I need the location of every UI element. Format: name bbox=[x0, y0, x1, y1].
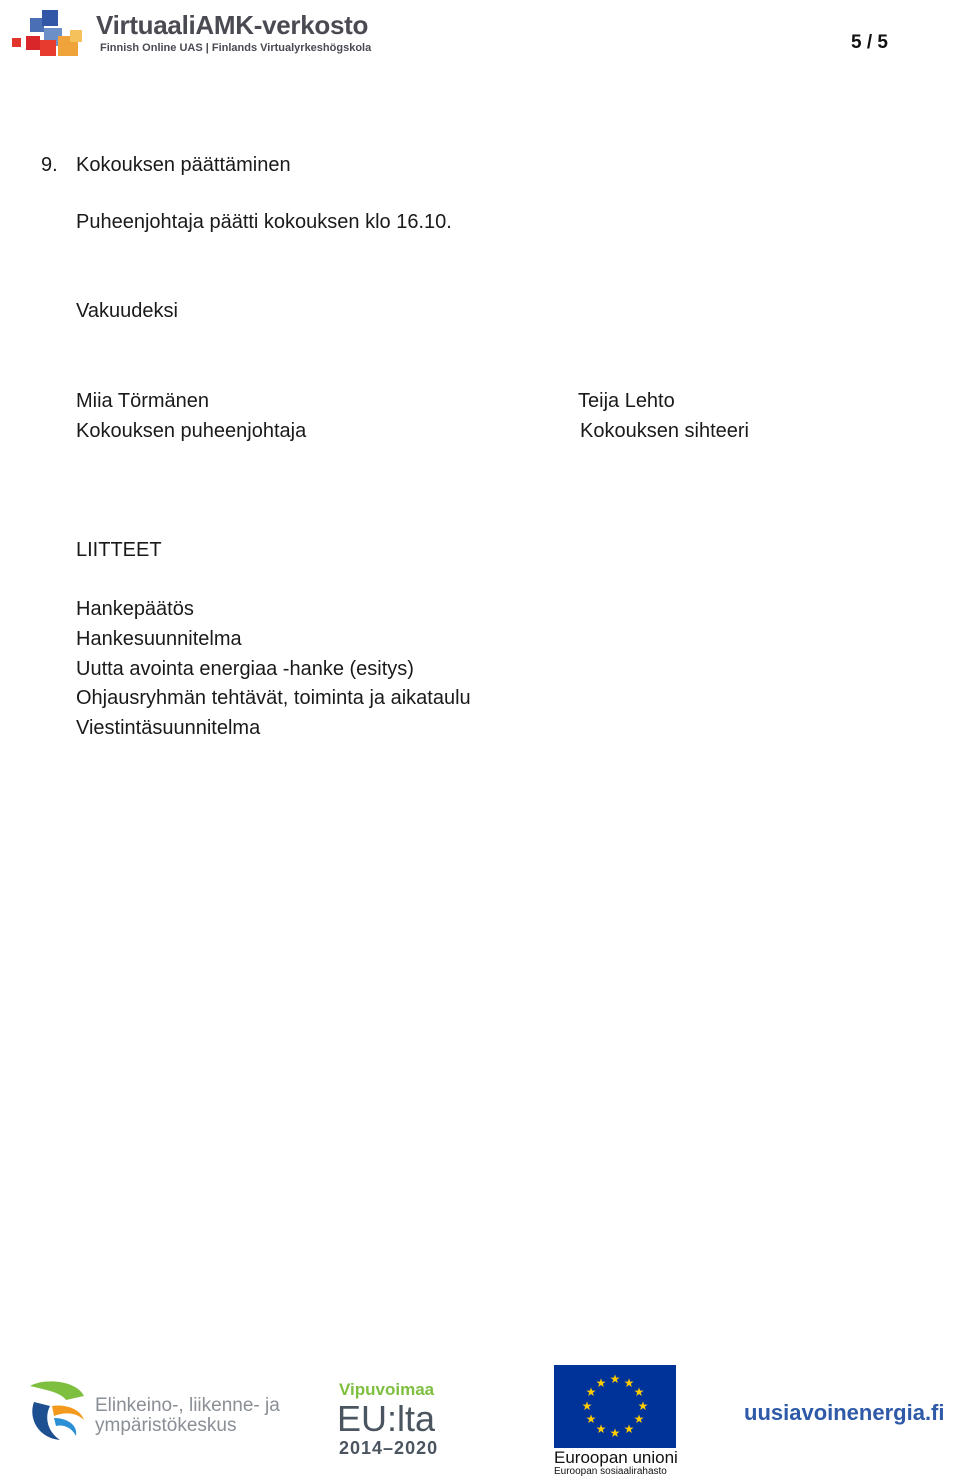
svg-text:★: ★ bbox=[633, 1412, 645, 1426]
attachment-item: Ohjausryhmän tehtävät, toiminta ja aikataulu bbox=[76, 687, 471, 709]
cubes-logo-icon bbox=[8, 6, 98, 66]
secretary-name: Teija Lehto bbox=[578, 390, 675, 412]
page-number: 5 / 5 bbox=[851, 32, 888, 53]
svg-text:★: ★ bbox=[585, 1412, 597, 1426]
project-website: uusiavoinenergia.fi bbox=[744, 1400, 945, 1425]
svg-text:★: ★ bbox=[609, 1426, 621, 1440]
svg-text:★: ★ bbox=[585, 1385, 597, 1399]
svg-text:★: ★ bbox=[595, 1422, 607, 1436]
section-number: 9. bbox=[41, 154, 58, 176]
svg-text:★: ★ bbox=[623, 1422, 635, 1436]
eu-fund-name: Euroopan sosiaalirahasto bbox=[554, 1466, 667, 1477]
attachments-heading: LIITTEET bbox=[76, 539, 162, 561]
secretary-role: Kokouksen sihteeri bbox=[580, 420, 749, 442]
eu-flag bbox=[554, 1365, 676, 1448]
svg-text:★: ★ bbox=[637, 1399, 649, 1413]
attachment-item: Uutta avointa energiaa -hanke (esitys) bbox=[76, 658, 414, 680]
chair-role: Kokouksen puheenjohtaja bbox=[76, 420, 307, 442]
ely-logo-text bbox=[95, 1396, 280, 1436]
eu-name: Euroopan unioni bbox=[554, 1448, 678, 1467]
chair-name: Miia Törmänen bbox=[76, 390, 210, 412]
svg-text:★: ★ bbox=[623, 1376, 635, 1390]
attachment-item: Viestintäsuunnitelma bbox=[76, 717, 261, 739]
ely-line-2: ympäristökeskus bbox=[95, 1415, 237, 1436]
svg-text:★: ★ bbox=[595, 1376, 607, 1390]
ely-logo-icon bbox=[24, 1378, 90, 1444]
eu-lta-label: EU:lta bbox=[337, 1398, 436, 1439]
section-text: Puheenjohtaja päätti kokouksen klo 16.10. bbox=[76, 211, 452, 233]
signature-intro: Vakuudeksi bbox=[76, 300, 178, 322]
ely-line-1: Elinkeino-, liikenne- ja bbox=[95, 1395, 280, 1416]
section-title: Kokouksen päättäminen bbox=[76, 154, 291, 176]
vipuvoimaa-label: Vipuvoimaa bbox=[339, 1380, 435, 1399]
attachment-item: Hankesuunnitelma bbox=[76, 628, 242, 650]
eu-stars-icon bbox=[554, 1365, 676, 1448]
svg-text:★: ★ bbox=[633, 1385, 645, 1399]
program-years: 2014–2020 bbox=[339, 1438, 439, 1458]
attachment-item: Hankepäätös bbox=[76, 598, 194, 620]
logo-title: VirtuaaliAMK-verkosto bbox=[96, 10, 369, 40]
svg-text:★: ★ bbox=[609, 1372, 621, 1386]
svg-text:★: ★ bbox=[581, 1399, 593, 1413]
logo-subtitle: Finnish Online UAS | Finlands Virtualyrkeshögskola bbox=[100, 42, 372, 54]
